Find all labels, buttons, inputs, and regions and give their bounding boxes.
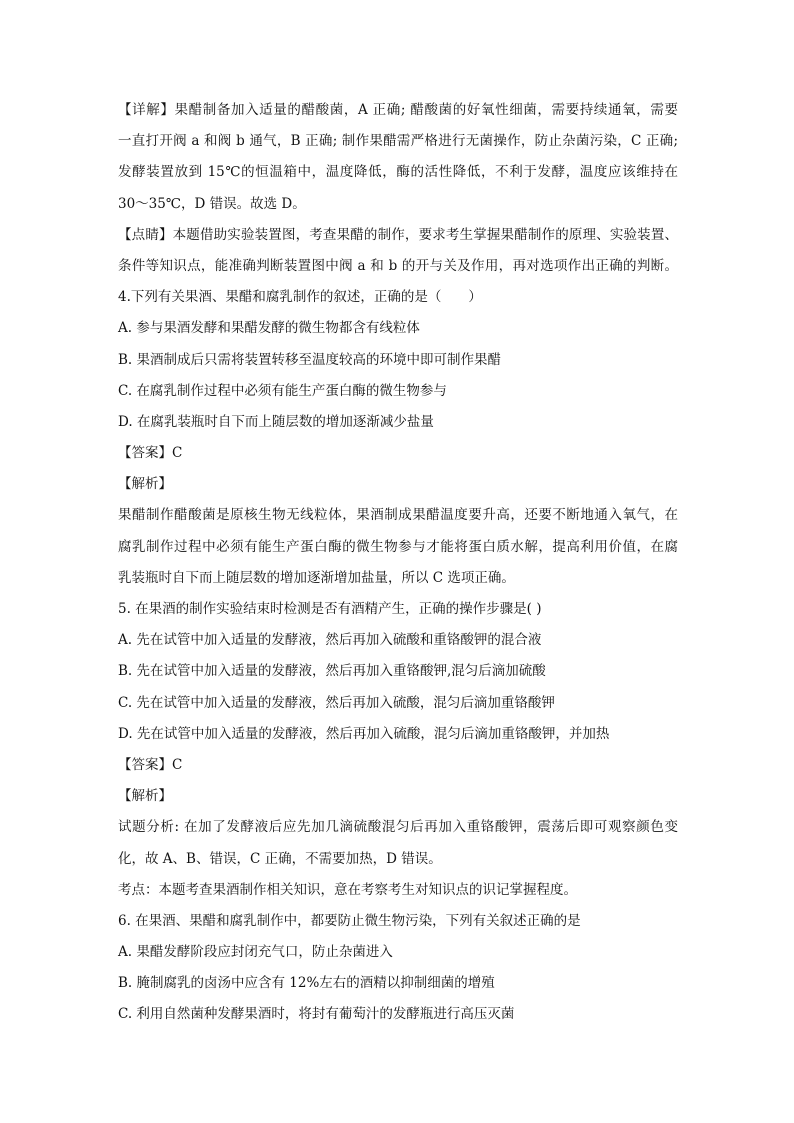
text-line: 腐乳制作过程中必须有能生产蛋白酶的微生物参与才能将蛋白质水解，提高利用价值，在腐 <box>118 538 678 555</box>
text-line: B. 果酒制成后只需将装置转移至温度较高的环境中即可制作果醋 <box>118 351 502 368</box>
text-line: 【解析】 <box>118 788 172 805</box>
text-line: 【答案】C <box>118 445 183 462</box>
text-line: 一直打开阀 a 和阀 b 通气，B 正确; 制作果醋需严格进行无菌操作，防止杂菌污染，C 正确; <box>118 133 678 150</box>
text-line: 化，故 A、B、错误，C 正确，不需要加热，D 错误。 <box>118 850 442 867</box>
text-line: 【答案】C <box>118 756 183 773</box>
text-line: A. 果醋发酵阶段应封闭充气口，防止杂菌进入 <box>118 944 393 961</box>
text-line: C. 先在试管中加入适量的发酵液，然后再加入硫酸，混匀后滴加重铬酸钾 <box>118 694 555 711</box>
text-line: 5. 在果酒的制作实验结束时检测是否有酒精产生，正确的操作步骤是( ) <box>118 601 542 617</box>
text-line: 6. 在果酒、果醋和腐乳制作中，都要防止微生物污染，下列有关叙述正确的是 <box>118 912 581 929</box>
text-line: 试题分析: 在加了发酵液后应先加几滴硫酸混匀后再加入重铬酸钾，震荡后即可观察颜色变 <box>118 819 678 836</box>
text-line: B. 先在试管中加入适量的发酵液，然后再加入重铬酸钾,混匀后滴加硫酸 <box>118 663 546 680</box>
text-line: D. 先在试管中加入适量的发酵液，然后再加入硫酸，混匀后滴加重铬酸钾，并加热 <box>118 725 610 742</box>
text-line: C. 在腐乳制作过程中必须有能生产蛋白酶的微生物参与 <box>118 382 447 399</box>
text-line: 条件等知识点，能准确判断装置图中阀 a 和 b 的开与关及作用，再对选项作出正确的判断。 <box>118 257 678 274</box>
text-line: 考点：本题考查果酒制作相关知识，意在考察考生对知识点的识记掌握程度。 <box>118 881 577 898</box>
text-line: 30～35℃，D 错误。故选 D。 <box>118 195 306 212</box>
document-page <box>118 95 678 1031</box>
text-line: D. 在腐乳装瓶时自下而上随层数的增加逐渐减少盐量 <box>118 413 434 430</box>
text-line: 【详解】果醋制备加入适量的醋酸菌，A 正确; 醋酸菌的好氧性细菌，需要持续通氧，需要 <box>118 102 678 118</box>
text-line: 4.下列有关果酒、果醋和腐乳制作的叙述，正确的是（ ） <box>118 289 482 306</box>
text-line: B. 腌制腐乳的卤汤中应含有 12%左右的酒精以抑制细菌的增殖 <box>118 975 495 992</box>
text-line: 【点睛】本题借助实验装置图，考查果醋的制作，要求考生掌握果醋制作的原理、实验装置、 <box>118 226 678 243</box>
text-line: 发酵装置放到 15℃的恒温箱中，温度降低，酶的活性降低，不利于发酵，温度应该维持在 <box>118 164 678 181</box>
text-line: A. 参与果酒发酵和果醋发酵的微生物都含有线粒体 <box>118 320 420 337</box>
text-line: C. 利用自然菌种发酵果酒时，将封有葡萄汁的发酵瓶进行高压灭菌 <box>118 1006 515 1023</box>
text-line: 乳装瓶时自下而上随层数的增加逐渐增加盐量，所以 C 选项正确。 <box>118 569 515 586</box>
text-line: 果醋制作醋酸菌是原核生物无线粒体，果酒制成果醋温度要升高，还要不断地通入氧气，在 <box>118 507 678 524</box>
text-line: 【解析】 <box>118 476 172 493</box>
text-line: A. 先在试管中加入适量的发酵液，然后再加入硫酸和重铬酸钾的混合液 <box>118 632 542 649</box>
